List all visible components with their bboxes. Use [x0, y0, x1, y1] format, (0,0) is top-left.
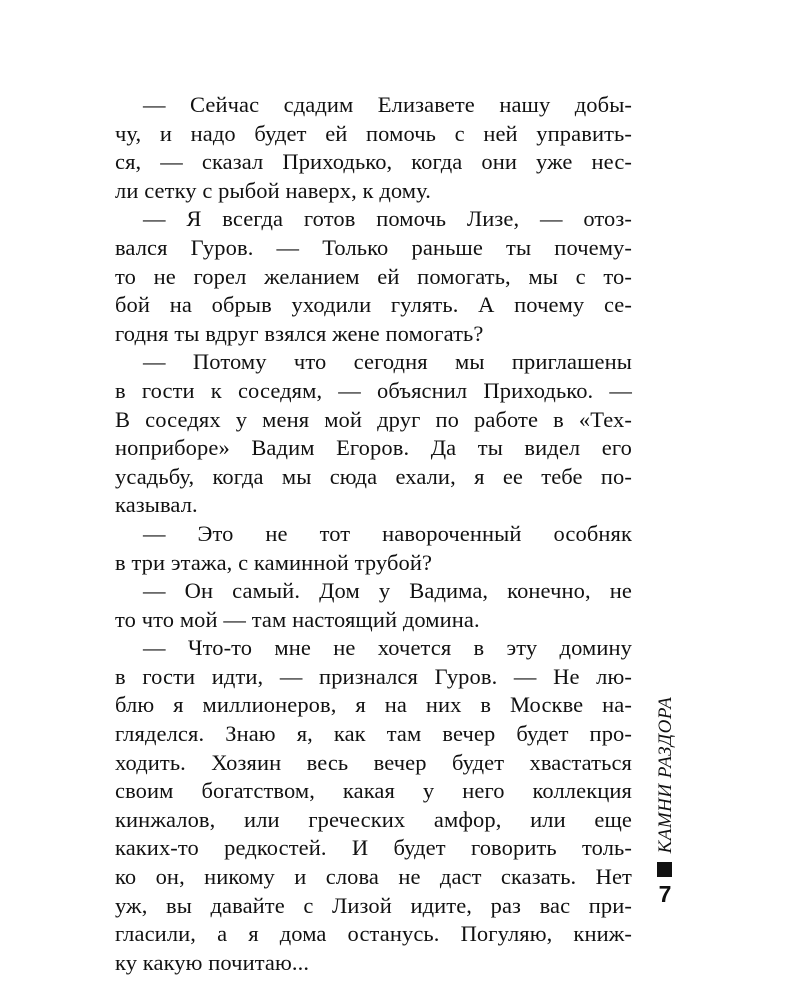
text-line: бой на обрыв уходили гулять. А почему се-: [115, 292, 632, 318]
text-line: В соседях у меня мой друг по работе в «Тех-: [115, 406, 632, 432]
text-line: в гости идти, — признался Гуров. — Не лю-: [115, 663, 632, 689]
text-line: ноприборе» Вадим Егоров. Да ты видел его: [115, 435, 632, 461]
text-line: в гости к соседям, — объяснил Приходько. —: [115, 377, 632, 403]
text-line: блю я миллионеров, я на них в Москве на-: [115, 692, 632, 718]
text-line: казывал.: [115, 492, 198, 518]
text-line: то не горел желанием ей помогать, мы с то-: [115, 263, 632, 289]
text-line: — Это не тот навороченный особняк: [143, 520, 632, 546]
text-line: гласили, а я дома останусь. Погуляю, книж-: [115, 921, 632, 947]
text-line: ся, — сказал Приходько, когда они уже нес-: [115, 149, 632, 175]
text-line: гляделся. Знаю я, как там вечер будет про-: [115, 721, 632, 747]
text-line: то что мой — там настоящий домина.: [115, 606, 480, 632]
text-line: каких-то редкостей. И будет говорить толь-: [115, 835, 632, 861]
text-line: уж, вы давайте с Лизой идите, раз вас при-: [115, 892, 632, 918]
text-line: — Я всегда готов помочь Лизе, — отоз-: [143, 206, 632, 232]
text-line: усадьбу, когда мы сюда ехали, я ее тебе по-: [115, 463, 632, 489]
text-line: своим богатством, какая у него коллекция: [115, 778, 632, 804]
text-line: ку какую почитаю...: [115, 949, 310, 975]
text-line: годня ты вдруг взялся жене помогать?: [115, 320, 484, 346]
square-marker-icon: [657, 862, 672, 877]
text-line: ко он, никому и слова не даст сказать. Нет: [115, 864, 632, 890]
text-line: — Что-то мне не хочется в эту домину: [143, 635, 632, 661]
running-title: КАМНИ РАЗДОРА: [655, 696, 676, 854]
text-line: чу, и надо будет ей помочь с ней управить-: [115, 120, 632, 146]
text-line: в три этажа, с каминной трубой?: [115, 549, 433, 575]
text-line: ли сетку с рыбой наверх, к дому.: [115, 177, 431, 203]
text-line: — Сейчас сдадим Елизавете нашу добы-: [143, 92, 632, 117]
text-line: — Потому что сегодня мы приглашены: [143, 349, 632, 375]
text-line: ходить. Хозяин весь вечер будет хвастаться: [115, 749, 632, 775]
body-text: [115, 91, 632, 977]
text-line: — Он самый. Дом у Вадима, конечно, не: [143, 578, 632, 604]
page-number: 7: [658, 881, 672, 907]
text-line: вался Гуров. — Только раньше ты почему-: [115, 234, 632, 260]
text-line: кинжалов, или греческих амфор, или еще: [115, 806, 632, 832]
